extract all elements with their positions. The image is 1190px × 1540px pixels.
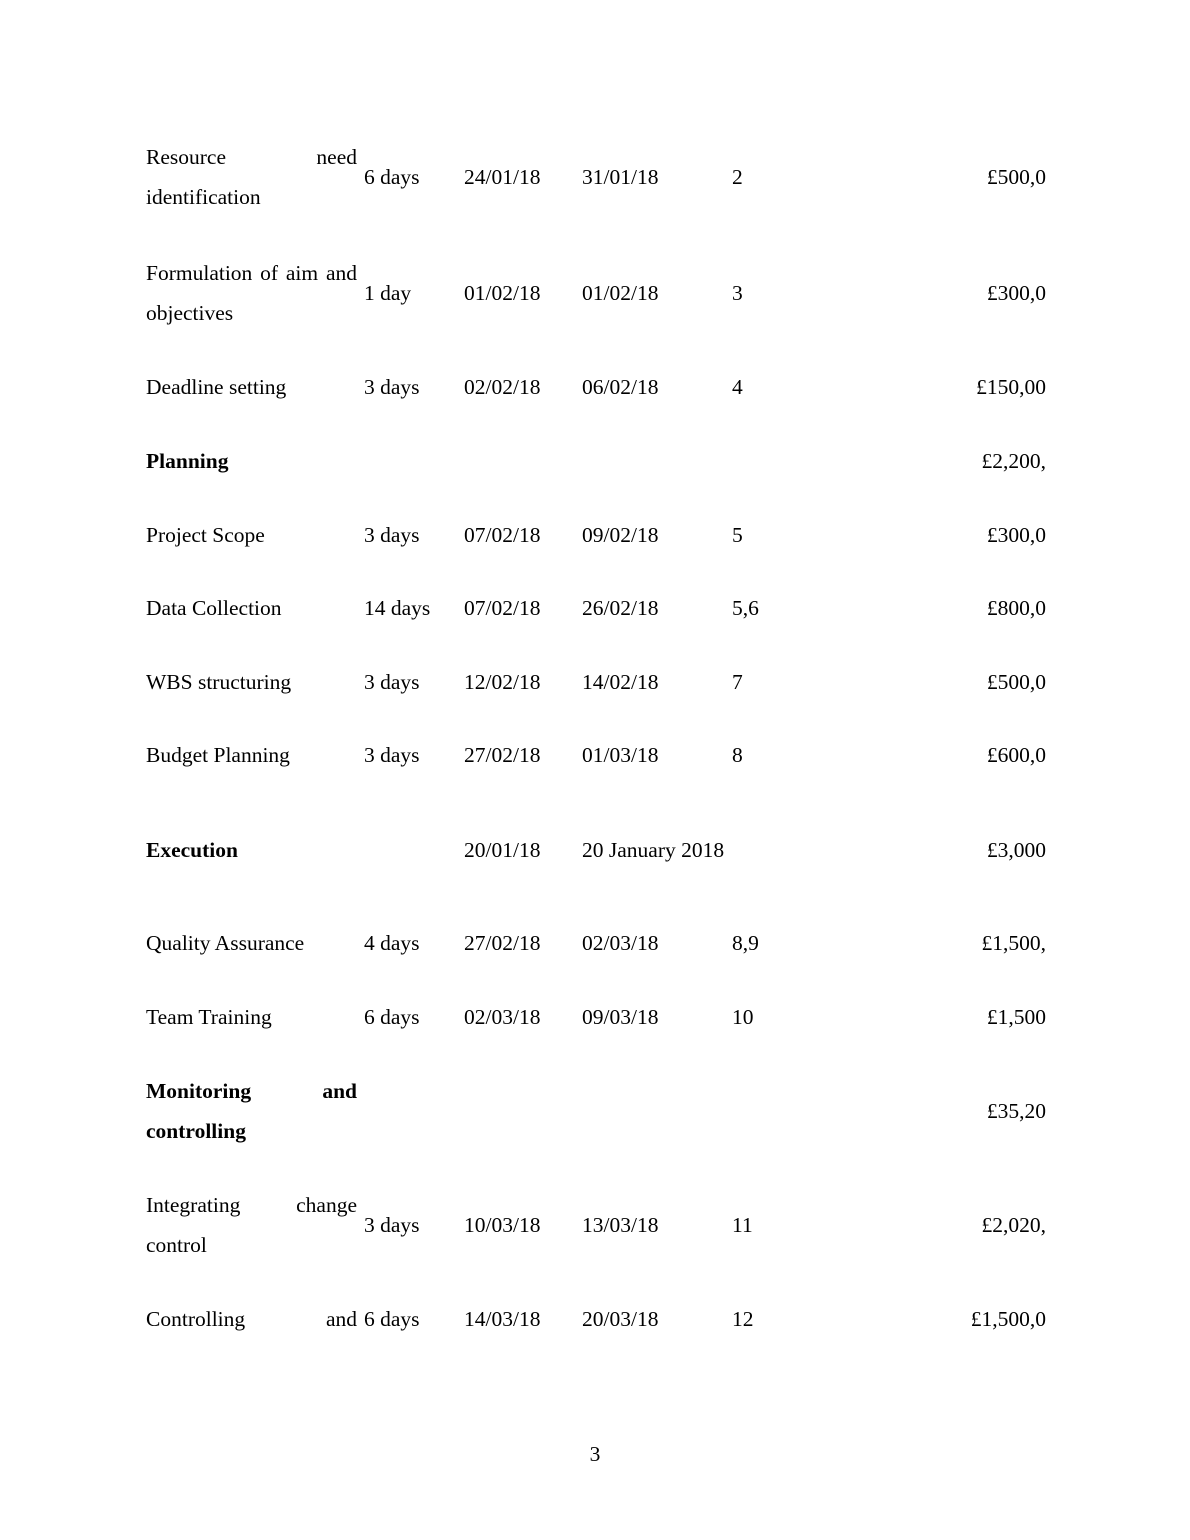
table-row [146, 662, 1046, 702]
task-duration: 3 days [364, 670, 420, 694]
task-start-date: 02/03/18 [464, 1005, 541, 1029]
task-cost: £500,0 [986, 165, 1046, 189]
task-dependency: 2 [732, 165, 743, 189]
task-name: WBS structuring [146, 670, 292, 694]
task-start-date: 14/03/18 [464, 1307, 541, 1331]
task-start-date [464, 441, 582, 481]
task-start-date [464, 1071, 582, 1151]
task-name: Budget Planning [146, 743, 290, 767]
task-end-date: 01/02/18 [582, 281, 659, 305]
task-duration: 4 days [364, 931, 420, 955]
task-end-date: 01/03/18 [582, 743, 659, 767]
phase-row [146, 1071, 1046, 1151]
task-duration [357, 441, 464, 481]
table-row [146, 137, 1046, 217]
task-start-date: 02/02/18 [464, 375, 541, 399]
phase-cost: £3,000 [986, 838, 1046, 862]
task-cost: £800,0 [986, 596, 1046, 620]
task-cost: £1,500 [986, 1005, 1046, 1029]
task-duration [357, 810, 464, 890]
task-end-date: 06/02/18 [582, 375, 659, 399]
task-end-date: 09/02/18 [582, 523, 659, 547]
task-duration: 3 days [364, 375, 420, 399]
table-row [146, 367, 1046, 407]
task-end-date: 31/01/18 [582, 165, 659, 189]
task-end-date: 26/02/18 [582, 596, 659, 620]
task-end-date: 20/03/18 [582, 1307, 659, 1331]
task-cost: £300,0 [986, 281, 1046, 305]
task-dependency: 5 [732, 523, 743, 547]
task-name: Deadline setting [146, 375, 287, 399]
task-duration: 3 days [364, 743, 420, 767]
phase-cost: £35,20 [986, 1099, 1046, 1123]
task-name: Team Training [146, 1005, 272, 1029]
task-duration: 3 days [364, 523, 420, 547]
task-duration: 6 days [364, 1005, 420, 1029]
task-dependency: 8 [732, 743, 743, 767]
task-cost: £300,0 [986, 523, 1046, 547]
task-start-date: 01/02/18 [464, 281, 541, 305]
table-row [146, 997, 1046, 1037]
task-name: Integrating change control [146, 1193, 357, 1257]
table-row [146, 1185, 1046, 1265]
task-start-date: 27/02/18 [464, 931, 541, 955]
page-number: 3 [589, 1442, 601, 1466]
task-end-date: 13/03/18 [582, 1213, 659, 1237]
task-cost: £600,0 [986, 743, 1046, 767]
task-start-date: 20/01/18 [464, 838, 541, 862]
table-row [146, 735, 1046, 775]
table-row [146, 1299, 1046, 1339]
task-duration: 14 days [364, 596, 431, 620]
task-start-date: 12/02/18 [464, 670, 541, 694]
task-cost: £500,0 [986, 670, 1046, 694]
task-name: Formulation of aim and objectives [146, 261, 357, 325]
task-dependency: 10 [732, 1005, 754, 1029]
task-cost: £150,00 [976, 375, 1046, 399]
task-end-date: 14/02/18 [582, 670, 659, 694]
task-dependency: 12 [732, 1307, 754, 1331]
task-name: Project Scope [146, 523, 265, 547]
task-dependency: 7 [732, 670, 743, 694]
task-end-date: 09/03/18 [582, 1005, 659, 1029]
task-name: Controlling and [146, 1307, 357, 1331]
task-end-date: 02/03/18 [582, 931, 659, 955]
phase-name: Monitoring and controlling [146, 1079, 357, 1143]
task-name: Quality Assurance [146, 931, 305, 955]
phase-row [146, 810, 1046, 890]
table-row [146, 515, 1046, 555]
task-end-date: 20 January 2018 [582, 838, 725, 862]
phase-cost: £2,200, [981, 449, 1046, 473]
task-dependency [732, 810, 832, 890]
task-cost: £2,020, [981, 1213, 1046, 1237]
task-start-date: 10/03/18 [464, 1213, 541, 1237]
task-name: Resource need identification [146, 145, 357, 209]
task-start-date: 07/02/18 [464, 523, 541, 547]
task-name: Data Collection [146, 596, 282, 620]
task-cost: £1,500,0 [970, 1307, 1046, 1331]
task-dependency [732, 1071, 832, 1151]
task-end-date [582, 441, 732, 481]
phase-row [146, 441, 1046, 481]
task-start-date: 24/01/18 [464, 165, 541, 189]
task-dependency: 11 [732, 1213, 753, 1237]
task-dependency: 3 [732, 281, 743, 305]
task-duration [357, 1071, 464, 1151]
task-duration: 6 days [364, 165, 420, 189]
task-start-date: 07/02/18 [464, 596, 541, 620]
phase-name: Execution [146, 838, 238, 862]
task-cost: £1,500, [981, 931, 1046, 955]
table-row [146, 588, 1046, 628]
task-duration: 6 days [364, 1307, 420, 1331]
task-start-date: 27/02/18 [464, 743, 541, 767]
project-schedule-table [146, 137, 1046, 1339]
task-end-date [582, 1071, 732, 1151]
task-dependency: 5,6 [732, 596, 759, 620]
task-duration: 3 days [364, 1213, 420, 1237]
table-row [146, 923, 1046, 963]
task-dependency: 4 [732, 375, 743, 399]
phase-name: Planning [146, 449, 229, 473]
task-dependency [732, 441, 832, 481]
task-dependency: 8,9 [732, 931, 759, 955]
task-duration: 1 day [364, 281, 412, 305]
table-row [146, 253, 1046, 333]
